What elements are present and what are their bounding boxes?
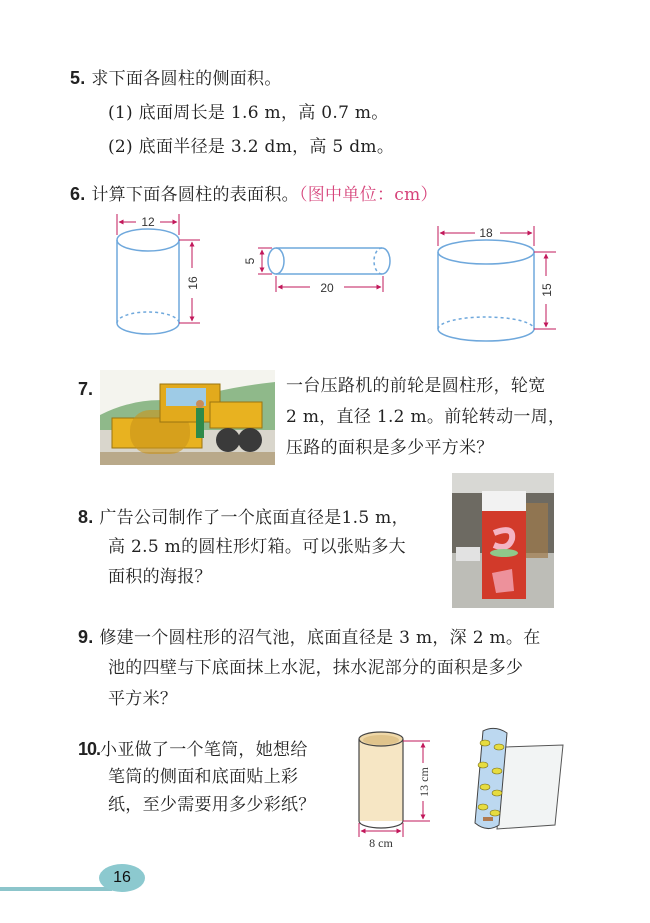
pen-holder-figure bbox=[350, 725, 440, 850]
problem-8-line-2: 高 2.5 m的圆柱形灯箱。可以张贴多大 bbox=[108, 537, 406, 557]
problem-number: 5. bbox=[70, 68, 86, 88]
problem-6 bbox=[70, 182, 438, 207]
problem-5-item-2: (2) 底面半径是 3.2 dm，高 5 dm。 bbox=[108, 137, 395, 157]
cylinder-2 bbox=[268, 248, 390, 274]
dim-height-3: 15 bbox=[540, 283, 554, 297]
problem-8 bbox=[78, 505, 409, 530]
cylinder-1 bbox=[117, 229, 179, 334]
footer-line bbox=[0, 887, 112, 891]
cylinder-3 bbox=[438, 240, 534, 341]
problem-title: 求下面各圆柱的侧面积。 bbox=[91, 69, 282, 89]
road-roller-image bbox=[100, 370, 275, 465]
problem-number: 9. bbox=[78, 627, 94, 647]
problem-7-line-2: 2 m，直径 1.2 m。前轮转动一周， bbox=[286, 407, 566, 427]
problem-line-1: 广告公司制作了一个底面直径是1.5 m， bbox=[99, 508, 409, 528]
lightbox-photo bbox=[452, 473, 554, 608]
problem-9-line-2: 池的四壁与下底面抹上水泥，抹水泥部分的面积是多少 bbox=[108, 658, 524, 678]
wrapping-paper-roll-image bbox=[455, 725, 565, 835]
problem-number: 8. bbox=[78, 507, 94, 527]
problem-7-line-3: 压路的面积是多少平方米？ bbox=[286, 438, 494, 458]
problem-5-item-1: (1) 底面周长是 1.6 m，高 0.7 m。 bbox=[108, 103, 389, 123]
problem-line-1: 小亚做了一个笔筒，她想给 bbox=[100, 740, 308, 760]
problem-number: 6. bbox=[70, 184, 86, 204]
problem-9-line-3: 平方米？ bbox=[108, 689, 178, 709]
problem-9 bbox=[78, 625, 541, 650]
problem-10-line-3: 纸，至少需要用多少彩纸？ bbox=[108, 795, 316, 815]
dim-diameter-1: 12 bbox=[141, 215, 155, 229]
problem-5 bbox=[70, 66, 282, 91]
page-number: 16 bbox=[99, 864, 145, 892]
problem-7-number: 7. bbox=[78, 379, 94, 399]
dim-length-2: 20 bbox=[320, 281, 334, 295]
problem-7-line-1: 一台压路机的前轮是圆柱形，轮宽 bbox=[286, 376, 546, 396]
problem-number: 10. bbox=[78, 739, 101, 759]
dim-diameter-label: 8 cm bbox=[369, 836, 393, 850]
problem-10-line-2: 笔筒的侧面和底面贴上彩 bbox=[108, 767, 299, 787]
problem-8-line-3: 面积的海报？ bbox=[108, 567, 212, 587]
problem-line-1: 修建一个圆柱形的沼气池，底面直径是 3 m，深 2 m。在 bbox=[99, 628, 541, 648]
problem-10 bbox=[78, 737, 308, 762]
unit-note: （图中单位：cm） bbox=[298, 185, 438, 205]
dim-diameter-2: 5 bbox=[243, 257, 257, 265]
problem-title: 计算下面各圆柱的表面积。 bbox=[91, 185, 299, 205]
dim-height-1: 16 bbox=[186, 276, 200, 290]
dim-diameter-3: 18 bbox=[479, 226, 493, 240]
dim-height-label: 13 cm bbox=[417, 767, 431, 797]
cylinder-figures bbox=[100, 210, 570, 350]
